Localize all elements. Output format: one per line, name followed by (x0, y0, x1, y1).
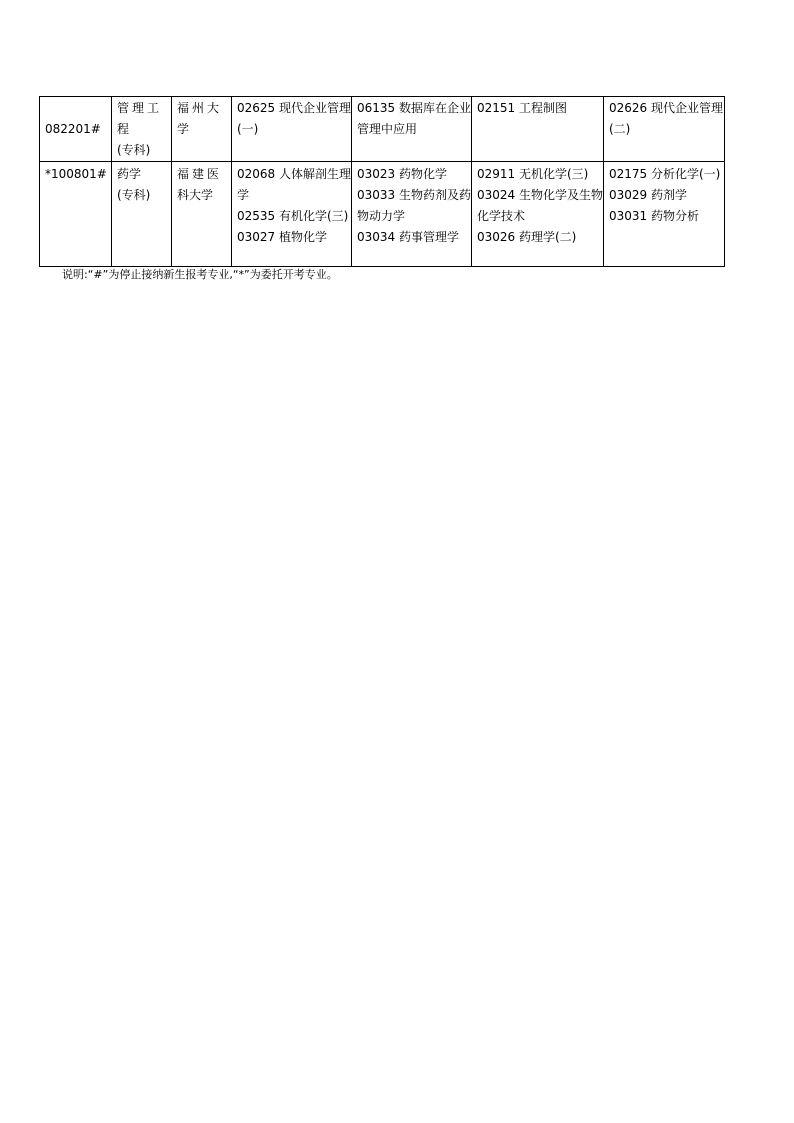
course-line: 化学技术 (477, 209, 526, 223)
table-row (40, 97, 725, 162)
major-level: (专科) (117, 188, 151, 202)
course-table (39, 96, 725, 267)
school-name-line: 科大学 (177, 188, 214, 202)
course-line: 02151 工程制图 (477, 101, 567, 115)
major-name-cell (112, 97, 172, 162)
course-line: 03026 药理学(二) (477, 230, 577, 244)
course-line: (一) (237, 122, 259, 136)
course-line: (二) (609, 122, 631, 136)
course-cell (472, 97, 604, 162)
course-line: 03023 药物化学 (357, 167, 447, 181)
course-cell (352, 162, 472, 267)
course-line: 02068 人体解剖生理 (237, 167, 351, 181)
course-cell (232, 162, 352, 267)
major-code: 082201# (45, 122, 101, 136)
course-line: 物动力学 (357, 209, 406, 223)
course-cell (232, 97, 352, 162)
course-line: 03031 药物分析 (609, 209, 699, 223)
course-line: 02625 现代企业管理 (237, 101, 351, 115)
major-code-cell (40, 162, 112, 267)
course-cell (604, 162, 725, 267)
course-line: 02175 分析化学(一) (609, 167, 721, 181)
course-line: 03034 药事管理学 (357, 230, 459, 244)
course-cell (472, 162, 604, 267)
major-code: *100801# (45, 167, 107, 181)
course-line: 02535 有机化学(三) (237, 209, 349, 223)
major-level: (专科) (117, 143, 151, 157)
course-line: 02626 现代企业管理 (609, 101, 723, 115)
course-line: 02911 无机化学(三) (477, 167, 589, 181)
course-line: 学 (237, 188, 250, 202)
major-name-cell (112, 162, 172, 267)
major-name-line: 管理工 (117, 101, 163, 115)
major-name-line: 药学 (117, 167, 142, 181)
school-cell (172, 97, 232, 162)
school-cell (172, 162, 232, 267)
footnote: 说明:“#”为停止接纳新生报考专业,“*”为委托开考专业。 (62, 268, 338, 281)
course-line: 03033 生物药剂及药 (357, 188, 471, 202)
course-cell (352, 97, 472, 162)
school-name-line: 福建医 (177, 167, 223, 181)
course-cell (604, 97, 725, 162)
course-line: 06135 数据库在企业 (357, 101, 471, 115)
course-line: 03024 生物化学及生物 (477, 188, 603, 202)
school-name-line: 福州大 (177, 101, 223, 115)
course-line: 03027 植物化学 (237, 230, 327, 244)
table-row (40, 162, 725, 267)
course-line: 03029 药剂学 (609, 188, 687, 202)
course-line: 管理中应用 (357, 122, 418, 136)
major-name-line: 程 (117, 122, 130, 136)
major-code-cell (40, 97, 112, 162)
school-name-line: 学 (177, 122, 190, 136)
